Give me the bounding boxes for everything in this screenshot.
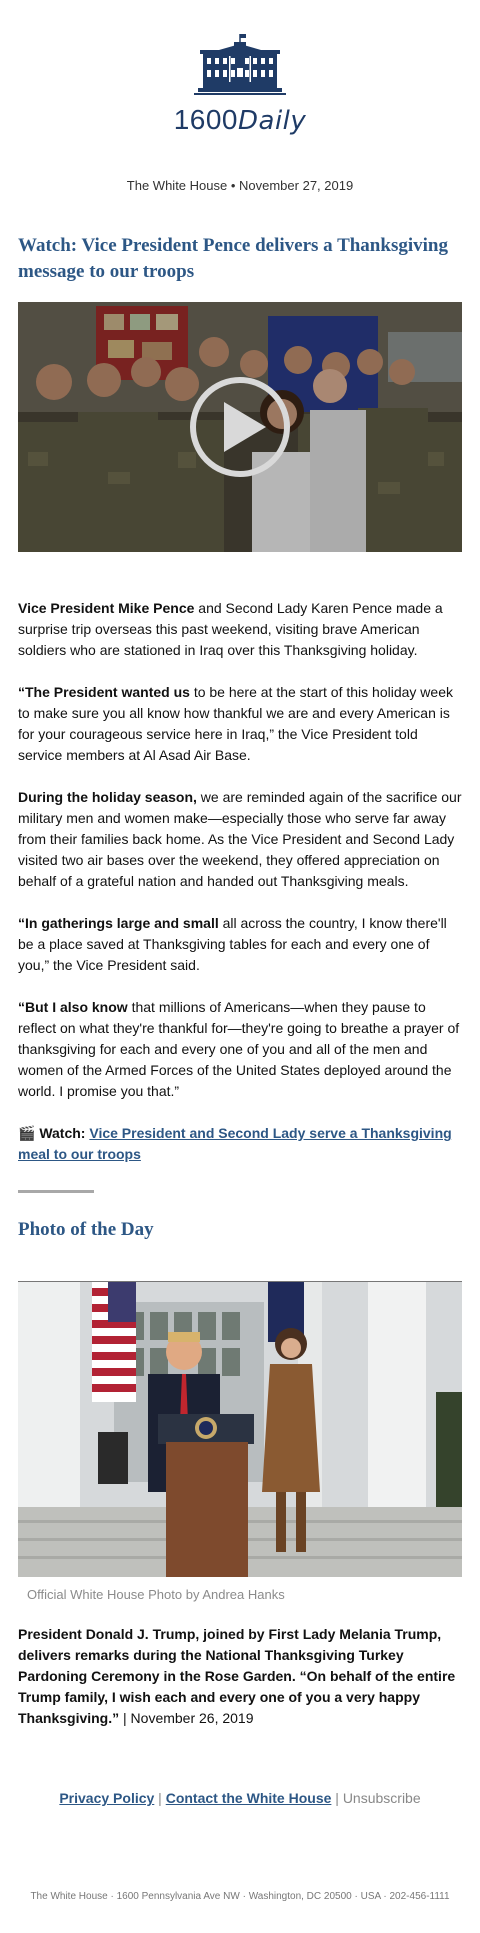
troops-photo [18,302,462,552]
watch-line [18,1123,464,1165]
logo-word: Daily [238,106,307,136]
photo-description-date: | November 26, 2019 [119,1710,254,1726]
watch-prefix: 🎬 Watch: [18,1125,86,1141]
logo-wordmark [0,104,480,136]
paragraph-text: to be here at the start of this holiday week to make sure you all know how thankful we are and every American is for your courageous service here in Iraq,” the Vice President told service members at Al Asad Air Base. [18,684,453,763]
section-divider [18,1190,94,1193]
paragraph [18,787,464,892]
unsubscribe-link[interactable]: Unsubscribe [342,1790,421,1806]
logo-number: 1600 [173,104,238,135]
paragraph-text: and Second Lady Karen Pence made a surprise trip overseas this past weekend, visiting brave American soldiers who are stationed in Iraq over this Thanksgiving holiday. [18,600,443,658]
white-house-icon [170,30,310,102]
dateline: The White House • November 27, 2019 [126,178,354,193]
paragraph-text: that millions of Americans—when they pause to reflect on what they're thankful for—they're going to breathe a prayer of thanksgiving for each and every one of you and all of the men and women of the Armed Forces of the United States deployed around the world. I promise you that.” [18,999,460,1099]
brand-logo[interactable] [0,30,480,140]
paragraph-lead: “The President wanted us [18,684,190,700]
article-headline[interactable]: Watch: Vice President Pence delivers a Thanksgiving message to our troops [18,235,448,282]
video-thumbnail[interactable] [18,302,462,552]
paragraph-text: all across the country, I know there'll be a place saved at Thanksgiving tables for each and every one of you,” the Vice President said. [18,915,447,973]
paragraph-lead: “In gatherings large and small [18,915,219,931]
footer-separator: | [154,1790,166,1806]
photo-of-day-title: Photo of the Day [18,1219,154,1240]
footer-separator: | [331,1790,343,1806]
paragraph-lead: During the holiday season, [18,789,197,805]
paragraph [18,913,464,976]
paragraph [18,598,464,661]
contact-link[interactable]: Contact the White House [165,1790,332,1806]
photo-caption: Official White House Photo by Andrea Hanks [27,1587,285,1602]
watch-link[interactable]: Vice President and Second Lady serve a Thanksgiving meal to our troops [18,1125,452,1162]
privacy-policy-link[interactable]: Privacy Policy [59,1790,155,1806]
footer-links [0,1790,480,1806]
article-body [18,598,464,1186]
photo-description-bold: President Donald J. Trump, joined by First Lady Melania Trump, delivers remarks during the National Thanksgiving Turkey Pardoning Ceremony in the Rose Garden. “On behalf of the entire Trump family, I wish each and every one of you a very happy Thanksgiving.” [18,1626,456,1726]
paragraph-text: we are reminded again of the sacrifice our military men and women make—especially those who serve far away from their families back home. As the Vice President and Second Lady visited two air bases over the weekend, they offered appreciation on behalf of a grateful nation and handed out Thanksgiving meals. [18,789,462,889]
paragraph [18,682,464,766]
photo-description [18,1624,464,1729]
paragraph [18,997,464,1102]
paragraph-lead: “But I also know [18,999,128,1015]
footer-address: The White House · 1600 Pennsylvania Ave NW · Washington, DC 20500 · USA · 202-456-1111 [30,1891,450,1902]
rose-garden-photo [18,1282,462,1577]
photo-of-day-image[interactable] [18,1281,462,1577]
paragraph-lead: Vice President Mike Pence [18,600,195,616]
